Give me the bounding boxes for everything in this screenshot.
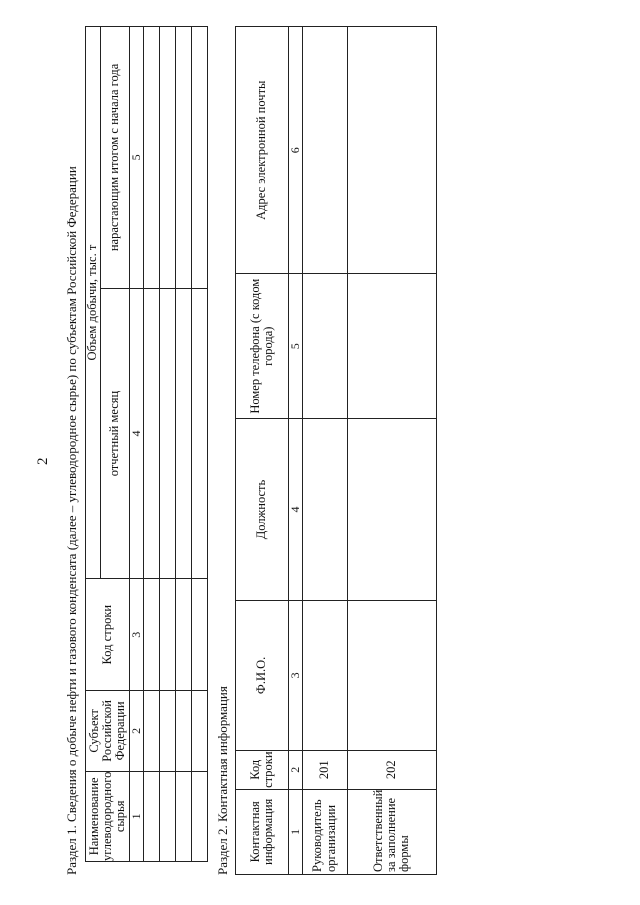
empty-cell[interactable] <box>159 771 175 861</box>
col-num: 3 <box>289 601 303 751</box>
empty-cell[interactable] <box>143 579 159 691</box>
empty-cell[interactable] <box>175 288 191 578</box>
empty-cell[interactable] <box>175 27 191 289</box>
header-fio: Ф.И.О. <box>236 601 289 751</box>
table-row <box>302 27 347 875</box>
section2-table <box>235 26 437 875</box>
header-ytd: нарастающим итогом с начала года <box>101 27 130 289</box>
empty-cell[interactable] <box>159 691 175 772</box>
empty-cell[interactable] <box>191 771 207 861</box>
empty-cell[interactable] <box>143 27 159 289</box>
empty-cell[interactable] <box>159 27 175 289</box>
header-contact: Контактная информация <box>236 789 289 874</box>
header-row-code: Код строки <box>236 750 289 789</box>
row-label: Руководитель организации <box>302 789 347 874</box>
col-num: 1 <box>130 771 144 861</box>
empty-cell[interactable] <box>159 579 175 691</box>
col-num: 5 <box>289 274 303 418</box>
table-row <box>143 27 159 862</box>
header-email: Адрес электронной почты <box>236 27 289 274</box>
table-row <box>191 27 207 862</box>
empty-cell[interactable] <box>347 27 436 274</box>
col-num: 2 <box>289 750 303 789</box>
header-phone: Номер телефона (с кодом города) <box>236 274 289 418</box>
row-code: 201 <box>302 750 347 789</box>
section1-number-row <box>130 27 144 862</box>
empty-cell[interactable] <box>175 771 191 861</box>
empty-cell[interactable] <box>302 418 347 600</box>
empty-cell[interactable] <box>143 771 159 861</box>
empty-cell[interactable] <box>191 691 207 772</box>
table-row <box>347 27 436 875</box>
page-number: 2 <box>35 457 51 465</box>
empty-cell[interactable] <box>347 418 436 600</box>
section1-title: Раздел 1. Сведения о добыче нефти и газового конденсата (далее – углеводородное сырье) по субъектам Российской Федерации <box>64 166 79 875</box>
section2-number-row <box>289 27 303 875</box>
header-row-code: Код строки <box>86 579 130 691</box>
section2-title: Раздел 2. Контактная информация <box>215 686 230 875</box>
empty-cell[interactable] <box>302 27 347 274</box>
empty-cell[interactable] <box>347 274 436 418</box>
empty-cell[interactable] <box>175 691 191 772</box>
col-num: 4 <box>289 418 303 600</box>
col-num: 6 <box>289 27 303 274</box>
empty-cell[interactable] <box>302 274 347 418</box>
header-subject: Субъект Российской Федерации <box>86 691 130 772</box>
empty-cell[interactable] <box>159 288 175 578</box>
section2-header-row <box>236 27 289 875</box>
empty-cell[interactable] <box>143 691 159 772</box>
empty-cell[interactable] <box>191 288 207 578</box>
table-row <box>175 27 191 862</box>
col-num: 1 <box>289 789 303 874</box>
empty-cell[interactable] <box>302 601 347 751</box>
header-position: Должность <box>236 418 289 600</box>
row-label: Ответственный за заполнение формы <box>347 789 436 874</box>
row-code: 202 <box>347 750 436 789</box>
header-volume: Объем добычи, тыс. т <box>86 27 101 579</box>
empty-cell[interactable] <box>143 288 159 578</box>
col-num: 5 <box>130 27 144 289</box>
header-name: Наименование углеводородного сырья <box>86 771 130 861</box>
col-num: 3 <box>130 579 144 691</box>
section1-header-row <box>86 27 101 862</box>
empty-cell[interactable] <box>347 601 436 751</box>
empty-cell[interactable] <box>175 579 191 691</box>
empty-cell[interactable] <box>191 579 207 691</box>
table-row <box>159 27 175 862</box>
empty-cell[interactable] <box>191 27 207 289</box>
section1-table <box>85 26 208 862</box>
header-month: отчетный месяц <box>101 288 130 578</box>
col-num: 4 <box>130 288 144 578</box>
col-num: 2 <box>130 691 144 772</box>
